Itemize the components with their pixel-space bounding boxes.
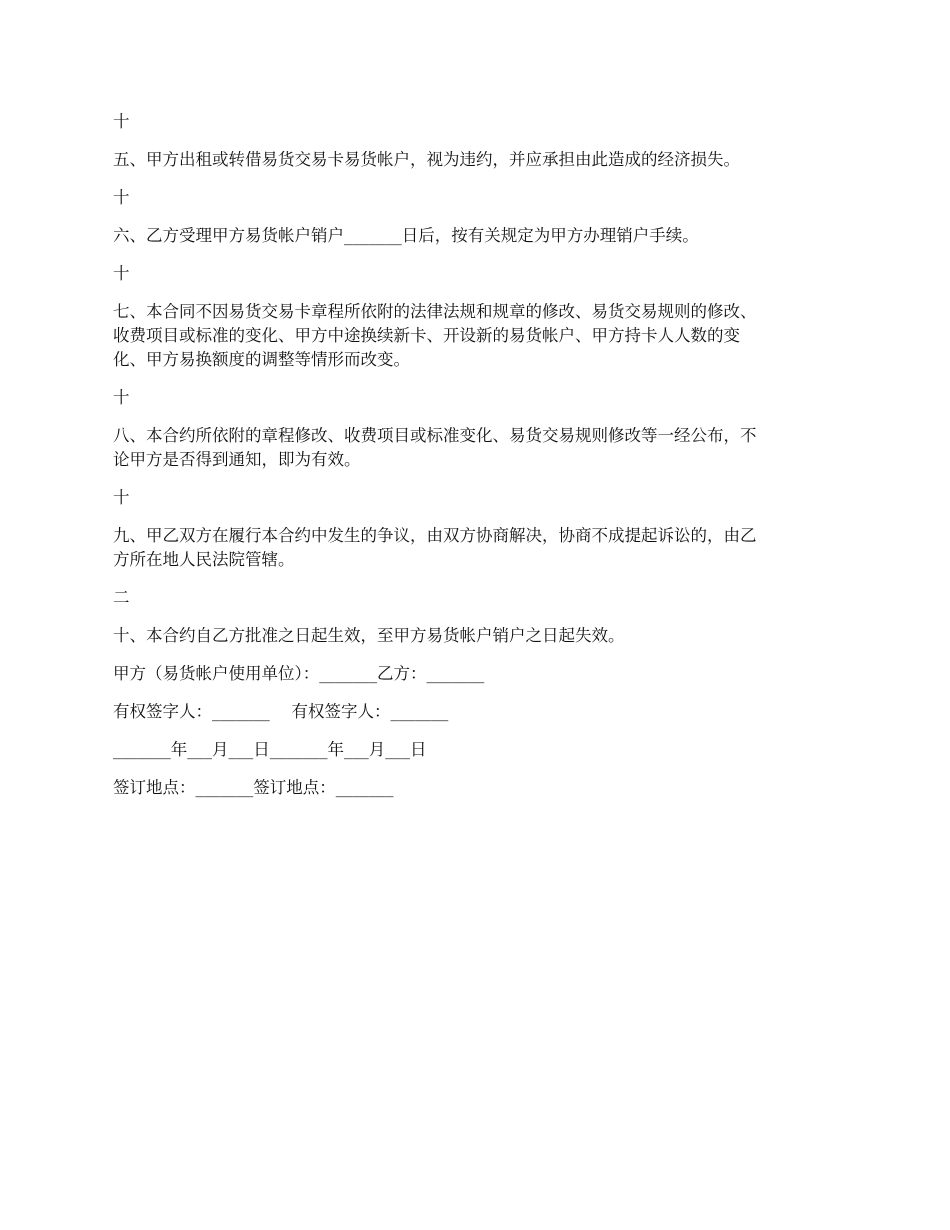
section-marker: 十: [113, 488, 130, 507]
section-marker: 十: [113, 188, 130, 207]
document-body: [113, 110, 843, 814]
clause-5-line-1: 五、甲方出租或转借易货交易卡易货帐户，视为违约，并应承担由此造成的经济损失。: [113, 150, 740, 169]
signature-parties: 甲方（易货帐户使用单位）：_______乙方：_______: [113, 664, 485, 683]
clause-5: [113, 148, 843, 172]
clause-6-line-1: 六、乙方受理甲方易货帐户销户_______日后，按有关规定为甲方办理销户手续。: [113, 226, 699, 245]
clause-9: [113, 524, 843, 572]
clause-8-line-2: 论甲方是否得到通知，即为有效。: [113, 450, 361, 469]
clause-7-line-2: 收费项目或标准的变化、甲方中途换续新卡、开设新的易货帐户、甲方持卡人人数的变: [113, 326, 740, 345]
clause-7-line-3: 化、甲方易换额度的调整等情形而改变。: [113, 350, 410, 369]
clause-7-line-1: 七、本合同不因易货交易卡章程所依附的法律法规和规章的修改、易货交易规则的修改、: [113, 302, 757, 321]
clause-8-line-1: 八、本合约所依附的章程修改、收费项目或标准变化、易货交易规则修改等一经公布，不: [113, 426, 757, 445]
clause-6: [113, 224, 843, 248]
clause-9-line-2: 方所在地人民法院管辖。: [113, 550, 295, 569]
section-marker: 十: [113, 264, 130, 283]
signature-signers: 有权签字人：_______ 有权签字人：_______: [113, 702, 449, 721]
clause-10: [113, 624, 843, 648]
section-marker: 十: [113, 112, 130, 131]
clause-8: [113, 424, 843, 472]
clause-10-line-1: 十、本合约自乙方批准之日起生效，至甲方易货帐户销户之日起失效。: [113, 626, 625, 645]
signature-places: 签订地点：_______签订地点：_______: [113, 778, 394, 797]
section-marker: 十: [113, 388, 130, 407]
clause-7: [113, 300, 843, 372]
section-marker: 二: [113, 588, 130, 607]
clause-9-line-1: 九、甲乙双方在履行本合约中发生的争议，由双方协商解决，协商不成提起诉讼的，由乙: [113, 526, 757, 545]
signature-dates: _______年___月___日_______年___月___日: [113, 740, 427, 759]
